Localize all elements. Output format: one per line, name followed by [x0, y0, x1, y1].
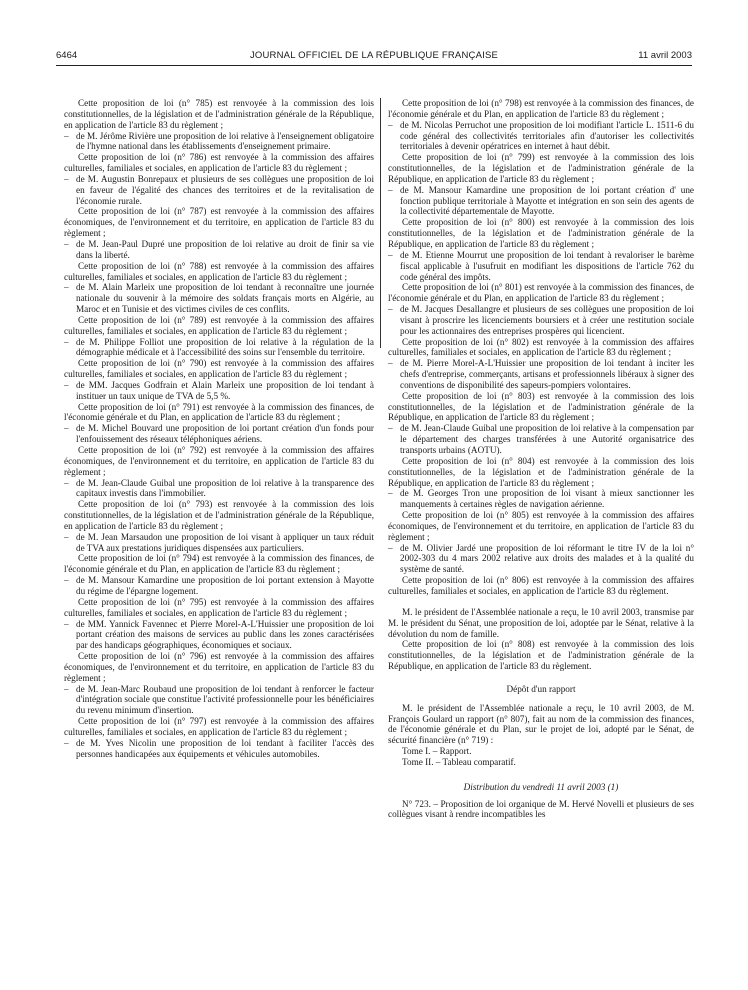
proposal-item: – de M. Olivier Jardé une proposition de loi réformant le titre IV de la loi n° 2002-303 du 4 mars 2002 relative aux droits des malades et à la qualité du système de santé. — [388, 543, 694, 576]
tome-line: Tome I. – Rapport. — [402, 746, 472, 757]
proposal-item: – de M. Jean-Paul Dupré une proposition de loi relative au droit de finir sa vie dans la liberté. — [64, 239, 374, 261]
referral-paragraph: Cette proposition de loi (n° 785) est renvoyée à la commission des lois constitutionnelles, de la législation et de l'administration générale de la République, en application de l'article 83 du règlement ; — [64, 98, 374, 130]
proposal-item: – de M. Jean-Claude Guibal une proposition de loi relative à la compensation par le département des charges transférées à une Autorité organisatrice des transports urbains (AOTU). — [388, 423, 694, 456]
proposal-item: – de M. Jean-Marc Roubaud une proposition de loi tendant à renforcer le facteur d'intégration sociale que constitue l'activité professionnelle pour les bénéficiaires du revenu minimum d'insertion. — [64, 684, 374, 717]
referral-paragraph: Cette proposition de loi (n° 802) est renvoyée à la commission des affaires culturelles, familiales et sociales, en application de l'article 83 du règlement ; — [388, 336, 694, 358]
page-header — [56, 50, 692, 64]
journal-title: JOURNAL OFFICIEL DE LA RÉPUBLIQUE FRANÇAISE — [249, 50, 499, 61]
referral-paragraph: Cette proposition de loi (n° 808) est renvoyée à la commission des lois constitutionnelles, de la législation et de l'administration générale de la République, en application de l'article 83 du règlement. — [388, 639, 694, 672]
issue-date: 11 avril 2003 — [638, 50, 692, 61]
referral-paragraph: Cette proposition de loi (n° 787) est renvoyée à la commission des affaires économiques, de l'environnement et du territoire, en application de l'article 83 du règlement ; — [64, 206, 374, 239]
transmission-paragraph: M. le président de l'Assemblée nationale a reçu, le 10 avril 2003, transmise par M. le président du Sénat, une proposition de loi, adoptée par le Sénat, relative à la dévolution du nom de famille. — [388, 606, 694, 639]
distribution-heading: Distribution du vendredi 11 avril 2003 (1) — [463, 781, 619, 792]
referral-paragraph: Cette proposition de loi (n° 786) est renvoyée à la commission des affaires culturelles, familiales et sociales, en application de l'article 83 du règlement ; — [64, 152, 374, 174]
proposal-item: – de M. Etienne Mourrut une proposition de loi tendant à revaloriser le barème fiscal applicable à l'usufruit en modifiant les dispositions de l'article 762 du code général des impôts. — [388, 250, 694, 283]
referral-paragraph: Cette proposition de loi (n° 791) est renvoyée à la commission des finances, de l'économie générale et du Plan, en application de l'article 83 du règlement ; — [64, 401, 374, 423]
referral-paragraph: Cette proposition de loi (n° 801) est renvoyée à la commission des finances, de l'économie générale et du Plan, en application de l'article 83 du règlement ; — [388, 282, 694, 304]
referral-paragraph: Cette proposition de loi (n° 797) est renvoyée à la commission des affaires culturelles, familiales et sociales, en application de l'article 83 du règlement ; — [64, 716, 374, 737]
proposal-item: – de M. Yves Nicolin une proposition de loi tendant à faciliter l'accès des personnes handicapées aux équipements et véhicules automobiles. — [64, 738, 374, 760]
referral-paragraph: Cette proposition de loi (n° 789) est renvoyée à la commission des affaires culturelles, familiales et sociales, en application de l'article 83 du règlement ; — [64, 314, 374, 336]
referral-paragraph: Cette proposition de loi (n° 798) est renvoyée à la commission des finances, de l'économie générale et du Plan, en application de l'article 83 du règlement ; — [388, 98, 694, 119]
proposal-item: – de M. Pierre Morel-A-L'Huissier une proposition de loi tendant à inciter les chefs d'entreprise, commerçants, artisans et professionnels libéraux à signer des conventions de disponibilité des sapeurs-pompiers volontaires. — [388, 358, 694, 391]
proposal-item: – de MM. Jacques Godfrain et Alain Marleix une proposition de loi tendant à instituer un taux unique de TVA de 5,5 %. — [64, 380, 374, 402]
proposal-item: – de M. Jérôme Rivière une proposition de loi relative à l'enseignement obligatoire de l'hymne national dans les établissements d'enseignement primaire. — [64, 131, 374, 153]
proposal-item: – de M. Jean Marsaudon une proposition de loi visant à appliquer un taux réduit de TVA aux prestations juridiques dispensées aux particuliers. — [64, 532, 374, 554]
referral-paragraph: Cette proposition de loi (n° 805) est renvoyée à la commission des affaires économiques, de l'environnement et du territoire, en application de l'article 83 du règlement ; — [388, 510, 694, 542]
column-divider — [380, 98, 381, 348]
referral-paragraph: Cette proposition de loi (n° 800) est renvoyée à la commission des lois constitutionnelles, de la législation et de l'administration générale de la République, en application de l'article 83 du règlement ; — [388, 217, 694, 249]
proposal-item: – de M. Mansour Kamardine une proposition de loi portant création d' une fonction publique territoriale à Mayotte et intégration en son sein des agents de la collectivité départementale de Mayotte. — [388, 185, 694, 218]
proposal-item: – de M. Nicolas Perruchot une proposition de loi modifiant l'article L. 1511-6 du code général des collectivités territoriales afin d'autoriser les collectivités territoriales à devenir opératrices en internet à haut débit. — [388, 120, 694, 153]
referral-paragraph: Cette proposition de loi (n° 792) est renvoyée à la commission des affaires économiques, de l'environnement et du territoire, en application de l'article 83 du règlement ; — [64, 445, 374, 477]
referral-paragraph: Cette proposition de loi (n° 796) est renvoyée à la commission des affaires économiques, de l'environnement et du territoire, en application de l'article 83 du règlement ; — [64, 651, 374, 683]
proposal-item: – de M. Georges Tron une proposition de loi visant à mieux sanctionner les manquements à certaines règles de navigation aérienne. — [388, 488, 694, 510]
referral-paragraph: Cette proposition de loi (n° 793) est renvoyée à la commission des lois constitutionnelles, de la législation et de l'administration générale de la République, en application de l'article 83 du règlement ; — [64, 499, 374, 531]
referral-paragraph: M. le président de l'Assemblée nationale a reçu, le 10 avril 2003, de M. François Goulard un rapport (n° 807), fait au nom de la commission des finances, de l'économie générale et du Plan, sur le projet de loi, adopté par le Sénat, de sécurité financière (n° 719) : — [388, 702, 694, 746]
referral-paragraph: Cette proposition de loi (n° 803) est renvoyée à la commission des lois constitutionnelles, de la législation et de l'administration générale de la République, en application de l'article 83 du règlement ; — [388, 390, 694, 423]
tome-line: Tome II. – Tableau comparatif. — [402, 756, 516, 767]
referral-paragraph: Cette proposition de loi (n° 788) est renvoyée à la commission des affaires culturelles, familiales et sociales, en application de l'article 83 du règlement ; — [64, 260, 374, 282]
left-column — [64, 98, 374, 759]
proposal-item: – de M. Alain Marleix une proposition de loi tendant à reconnaître une journée nationale du souvenir à la mémoire des soldats français morts en Algérie, au Maroc et en Tunisie et des victimes civiles de ces conflits. — [64, 282, 374, 315]
header-rule — [56, 65, 692, 66]
right-column — [388, 98, 694, 820]
proposal-item: – de MM. Yannick Favennec et Pierre Morel-A-L'Huissier une proposition de loi portant création des maisons de services au public dans les zones caractérisées par des handicaps géographiques, économiques et sociaux. — [64, 619, 374, 652]
proposal-item: – de M. Philippe Folliot une proposition de loi relative à la régulation de la démographie médicale et à l'accessibilité des soins sur l'ensemble du territoire. — [64, 337, 374, 359]
proposal-item: – de M. Jacques Desallangre et plusieurs de ses collègues une proposition de loi visant à proscrire les licenciements boursiers et à créer une restitution sociale pour les actionnaires des entreprises prospères qui licencient. — [388, 304, 694, 337]
section-heading: Dépôt d'un rapport — [506, 683, 576, 694]
proposal-item: – de M. Jean-Claude Guibal une proposition de loi relative à la transparence des capitaux investis dans l'immobilier. — [64, 478, 374, 500]
referral-paragraph: Cette proposition de loi (n° 806) est renvoyée à la commission des affaires culturelles, familiales et sociales, en application de l'article 83 du règlement. — [388, 575, 694, 596]
referral-paragraph: Cette proposition de loi (n° 799) est renvoyée à la commission des lois constitutionnelles, de la législation et de l'administration générale de la République, en application de l'article 83 du règlement ; — [388, 152, 694, 184]
proposal-item: – de M. Michel Bouvard une proposition de loi portant création d'un fonds pour l'enfouissement des réseaux téléphoniques aériens. — [64, 423, 374, 445]
referral-paragraph: Cette proposition de loi (n° 790) est renvoyée à la commission des affaires culturelles, familiales et sociales, en application de l'article 83 du règlement ; — [64, 358, 374, 380]
page-number: 6464 — [56, 50, 78, 61]
proposal-item: – de M. Mansour Kamardine une proposition de loi portant extension à Mayotte du régime de l'épargne logement. — [64, 575, 374, 597]
distribution-entry: N° 723. – Proposition de loi organique de M. Hervé Novelli et plusieurs de ses collègues visant à rendre incompatibles les — [388, 798, 694, 820]
referral-paragraph: Cette proposition de loi (n° 795) est renvoyée à la commission des affaires culturelles, familiales et sociales, en application de l'article 83 du règlement ; — [64, 596, 374, 618]
referral-paragraph: Cette proposition de loi (n° 794) est renvoyée à la commission des finances, de l'économie générale et du Plan, en application de l'article 83 du règlement ; — [64, 553, 374, 575]
referral-paragraph: Cette proposition de loi (n° 804) est renvoyée à la commission des lois constitutionnelles, de la législation et de l'administration générale de la République, en application de l'article 83 du règlement ; — [388, 455, 694, 488]
proposal-item: – de M. Augustin Bonrepaux et plusieurs de ses collègues une proposition de loi en faveur de l'égalité des chances des territoires et de la revitalisation de l'économie rurale. — [64, 174, 374, 207]
